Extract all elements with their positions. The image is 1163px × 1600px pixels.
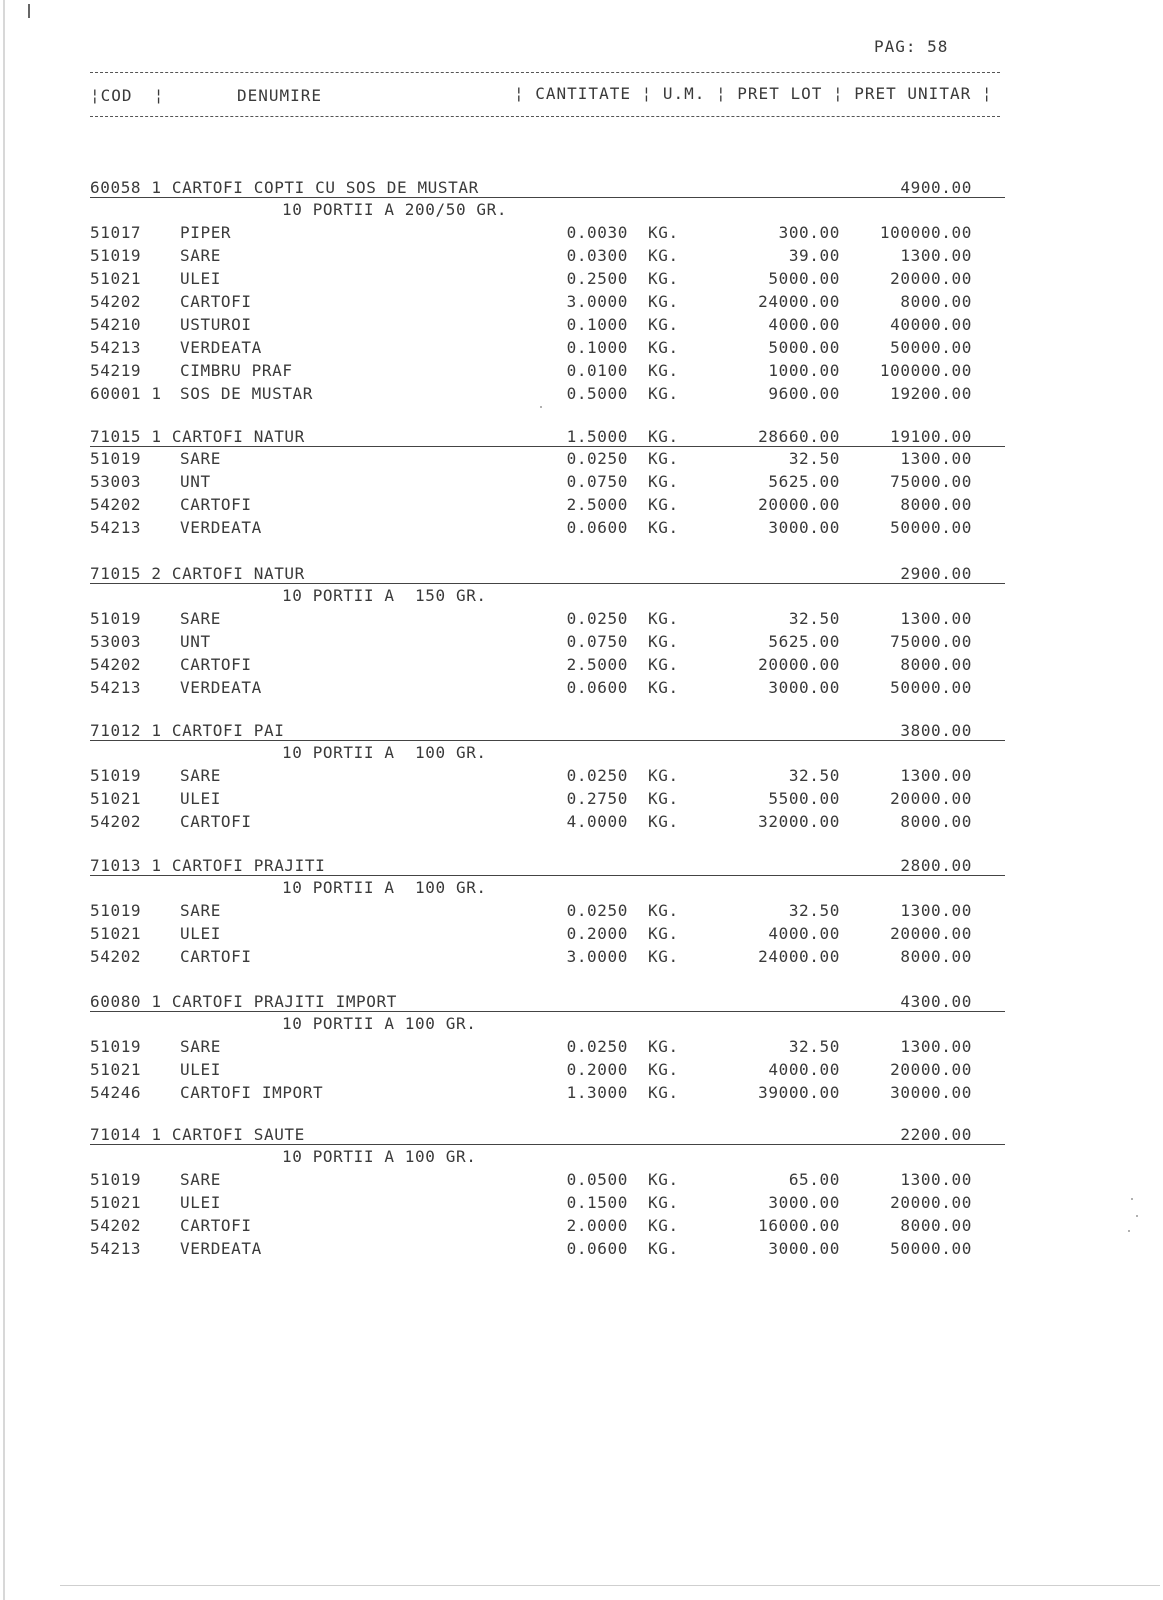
item-unit-price: 20000.00 [890, 269, 972, 288]
item-name: SOS DE MUSTAR [180, 384, 314, 403]
item-cod: 51019 [90, 766, 142, 785]
item-cod: 51019 [90, 1170, 142, 1189]
portion-line: 10 PORTII A 100 GR. [282, 1147, 477, 1166]
item-lot: 39.00 [788, 246, 840, 265]
item-name: CARTOFI [180, 947, 252, 966]
item-um: KG. [648, 812, 679, 831]
item-um: KG. [648, 518, 679, 537]
item-qty: 4.0000 [566, 812, 628, 831]
item-unit-price: 1300.00 [900, 246, 972, 265]
item-unit-price: 20000.00 [890, 1193, 972, 1212]
item-lot: 20000.00 [758, 655, 840, 674]
item-cod: 54202 [90, 495, 142, 514]
item-lot: 65.00 [788, 1170, 840, 1189]
item-cod: 54213 [90, 1239, 142, 1258]
item-name: CARTOFI [180, 655, 252, 674]
item-um: KG. [648, 338, 679, 357]
item-name: CIMBRU PRAF [180, 361, 293, 380]
item-qty: 0.0600 [566, 518, 628, 537]
item-um: KG. [648, 1083, 679, 1102]
paper-speck [540, 406, 542, 408]
item-lot: 32.50 [788, 609, 840, 628]
item-unit-price: 50000.00 [890, 338, 972, 357]
item-um: KG. [648, 384, 679, 403]
item-unit-price: 50000.00 [890, 678, 972, 697]
item-name: SARE [180, 1170, 221, 1189]
item-lot: 32.50 [788, 901, 840, 920]
item-um: KG. [648, 361, 679, 380]
item-lot: 4000.00 [768, 1060, 840, 1079]
item-lot: 5625.00 [768, 472, 840, 491]
item-qty: 0.2000 [566, 924, 628, 943]
portion-line: 10 PORTII A 100 GR. [282, 743, 487, 762]
section-title: 71014 1 CARTOFI SAUTE [90, 1125, 305, 1144]
header-denumire: DENUMIRE [237, 86, 323, 105]
item-lot: 5000.00 [768, 269, 840, 288]
item-qty: 0.0250 [566, 1037, 628, 1056]
section-title-lot: 28660.00 [758, 427, 840, 446]
portion-line: 10 PORTII A 150 GR. [282, 586, 487, 605]
section-title-price: 2900.00 [900, 564, 972, 583]
item-cod: 51021 [90, 924, 142, 943]
portion-line: 10 PORTII A 100 GR. [282, 878, 487, 897]
section-title-price: 2200.00 [900, 1125, 972, 1144]
item-lot: 24000.00 [758, 947, 840, 966]
item-name: CARTOFI [180, 812, 252, 831]
section-title-price: 19100.00 [890, 427, 972, 446]
item-name: SARE [180, 246, 221, 265]
item-um: KG. [648, 495, 679, 514]
item-lot: 4000.00 [768, 924, 840, 943]
item-unit-price: 1300.00 [900, 1170, 972, 1189]
item-lot: 32.50 [788, 449, 840, 468]
item-um: KG. [648, 1170, 679, 1189]
item-cod: 53003 [90, 472, 142, 491]
item-qty: 0.0100 [566, 361, 628, 380]
item-um: KG. [648, 947, 679, 966]
page-corner-mark [28, 4, 30, 18]
item-unit-price: 8000.00 [900, 812, 972, 831]
item-cod: 60001 1 [90, 384, 162, 403]
item-cod: 54202 [90, 1216, 142, 1235]
section-rule [90, 740, 1005, 741]
item-lot: 1000.00 [768, 361, 840, 380]
item-name: ULEI [180, 1060, 221, 1079]
item-qty: 0.1000 [566, 315, 628, 334]
item-qty: 2.5000 [566, 495, 628, 514]
item-lot: 3000.00 [768, 1193, 840, 1212]
item-qty: 2.0000 [566, 1216, 628, 1235]
item-name: SARE [180, 609, 221, 628]
section-title: 71015 1 CARTOFI NATUR [90, 427, 305, 446]
item-um: KG. [648, 472, 679, 491]
item-name: VERDEATA [180, 1239, 262, 1258]
item-cod: 53003 [90, 632, 142, 651]
item-lot: 5625.00 [768, 632, 840, 651]
item-lot: 300.00 [778, 223, 840, 242]
item-unit-price: 19200.00 [890, 384, 972, 403]
item-cod: 51019 [90, 901, 142, 920]
item-name: SARE [180, 901, 221, 920]
item-um: KG. [648, 1193, 679, 1212]
item-um: KG. [648, 678, 679, 697]
item-name: ULEI [180, 269, 221, 288]
portion-line: 10 PORTII A 100 GR. [282, 1014, 477, 1033]
item-lot: 39000.00 [758, 1083, 840, 1102]
section-title-um: KG. [648, 427, 679, 446]
item-qty: 0.0250 [566, 609, 628, 628]
section-rule [90, 446, 1005, 447]
item-unit-price: 75000.00 [890, 632, 972, 651]
item-lot: 32.50 [788, 766, 840, 785]
item-name: CARTOFI [180, 495, 252, 514]
item-cod: 51019 [90, 609, 142, 628]
item-cod: 54202 [90, 947, 142, 966]
item-um: KG. [648, 609, 679, 628]
item-lot: 9600.00 [768, 384, 840, 403]
item-cod: 54219 [90, 361, 142, 380]
item-qty: 0.0750 [566, 472, 628, 491]
item-name: UNT [180, 632, 211, 651]
item-cod: 51021 [90, 1060, 142, 1079]
item-lot: 24000.00 [758, 292, 840, 311]
item-cod: 51021 [90, 269, 142, 288]
section-title: 71012 1 CARTOFI PAI [90, 721, 285, 740]
item-um: KG. [648, 789, 679, 808]
item-cod: 51019 [90, 1037, 142, 1056]
item-lot: 4000.00 [768, 315, 840, 334]
item-name: VERDEATA [180, 678, 262, 697]
item-qty: 0.5000 [566, 384, 628, 403]
item-name: SARE [180, 449, 221, 468]
item-cod: 54246 [90, 1083, 142, 1102]
item-cod: 54202 [90, 655, 142, 674]
section-rule [90, 1011, 1005, 1012]
item-cod: 54213 [90, 338, 142, 357]
item-lot: 3000.00 [768, 1239, 840, 1258]
section-title: 71015 2 CARTOFI NATUR [90, 564, 305, 583]
item-cod: 54202 [90, 292, 142, 311]
header-cod: ¦COD ¦ [90, 86, 165, 105]
item-qty: 0.0250 [566, 766, 628, 785]
item-um: KG. [648, 246, 679, 265]
item-qty: 0.0300 [566, 246, 628, 265]
item-qty: 0.2000 [566, 1060, 628, 1079]
item-um: KG. [648, 1239, 679, 1258]
item-unit-price: 20000.00 [890, 789, 972, 808]
item-name: PIPER [180, 223, 232, 242]
item-cod: 51019 [90, 449, 142, 468]
item-name: VERDEATA [180, 338, 262, 357]
item-lot: 3000.00 [768, 518, 840, 537]
item-um: KG. [648, 449, 679, 468]
item-lot: 20000.00 [758, 495, 840, 514]
item-cod: 51019 [90, 246, 142, 265]
section-rule [90, 875, 1005, 876]
item-um: KG. [648, 1216, 679, 1235]
item-qty: 0.0030 [566, 223, 628, 242]
item-cod: 51021 [90, 789, 142, 808]
item-um: KG. [648, 292, 679, 311]
item-unit-price: 30000.00 [890, 1083, 972, 1102]
item-unit-price: 8000.00 [900, 292, 972, 311]
item-name: VERDEATA [180, 518, 262, 537]
item-name: ULEI [180, 924, 221, 943]
item-um: KG. [648, 315, 679, 334]
item-qty: 0.2500 [566, 269, 628, 288]
item-unit-price: 40000.00 [890, 315, 972, 334]
portion-line: 10 PORTII A 200/50 GR. [282, 200, 508, 219]
item-cod: 54202 [90, 812, 142, 831]
item-unit-price: 100000.00 [879, 223, 972, 242]
item-qty: 2.5000 [566, 655, 628, 674]
item-qty: 0.0250 [566, 901, 628, 920]
item-cod: 51017 [90, 223, 142, 242]
item-qty: 0.0250 [566, 449, 628, 468]
section-rule [90, 197, 1005, 198]
item-lot: 16000.00 [758, 1216, 840, 1235]
item-unit-price: 8000.00 [900, 947, 972, 966]
item-cod: 54213 [90, 678, 142, 697]
item-unit-price: 20000.00 [890, 1060, 972, 1079]
item-unit-price: 75000.00 [890, 472, 972, 491]
item-name: CARTOFI [180, 1216, 252, 1235]
item-unit-price: 8000.00 [900, 655, 972, 674]
item-um: KG. [648, 901, 679, 920]
item-um: KG. [648, 1060, 679, 1079]
item-unit-price: 1300.00 [900, 766, 972, 785]
item-unit-price: 8000.00 [900, 1216, 972, 1235]
item-um: KG. [648, 223, 679, 242]
item-unit-price: 1300.00 [900, 901, 972, 920]
item-cod: 54213 [90, 518, 142, 537]
section-title-price: 2800.00 [900, 856, 972, 875]
section-title: 60080 1 CARTOFI PRAJITI IMPORT [90, 992, 397, 1011]
item-qty: 0.0600 [566, 678, 628, 697]
item-lot: 5000.00 [768, 338, 840, 357]
item-unit-price: 50000.00 [890, 518, 972, 537]
item-cod: 51021 [90, 1193, 142, 1212]
item-qty: 0.0750 [566, 632, 628, 651]
item-um: KG. [648, 924, 679, 943]
item-name: CARTOFI IMPORT [180, 1083, 324, 1102]
section-title-price: 4300.00 [900, 992, 972, 1011]
item-name: SARE [180, 766, 221, 785]
item-name: UNT [180, 472, 211, 491]
section-rule [90, 583, 1005, 584]
item-unit-price: 1300.00 [900, 1037, 972, 1056]
item-lot: 5500.00 [768, 789, 840, 808]
section-rule [90, 1144, 1005, 1145]
page-binding-edge [3, 0, 5, 1600]
paper-speck [1136, 1215, 1138, 1217]
item-name: ULEI [180, 1193, 221, 1212]
item-qty: 1.3000 [566, 1083, 628, 1102]
item-unit-price: 1300.00 [900, 449, 972, 468]
item-lot: 3000.00 [768, 678, 840, 697]
header-top-rule [90, 72, 1000, 73]
item-name: CARTOFI [180, 292, 252, 311]
item-unit-price: 20000.00 [890, 924, 972, 943]
section-title-qty: 1.5000 [566, 427, 628, 446]
item-lot: 32000.00 [758, 812, 840, 831]
section-title: 71013 1 CARTOFI PRAJITI [90, 856, 326, 875]
item-qty: 0.2750 [566, 789, 628, 808]
paper-speck [1128, 1230, 1130, 1232]
item-um: KG. [648, 766, 679, 785]
item-unit-price: 100000.00 [879, 361, 972, 380]
item-qty: 0.0600 [566, 1239, 628, 1258]
header-columns: ¦ CANTITATE ¦ U.M. ¦ PRET LOT ¦ PRET UNITAR ¦ [514, 84, 993, 103]
section-title-price: 4900.00 [900, 178, 972, 197]
item-qty: 0.0500 [566, 1170, 628, 1189]
item-qty: 3.0000 [566, 292, 628, 311]
item-name: ULEI [180, 789, 221, 808]
item-um: KG. [648, 655, 679, 674]
item-unit-price: 8000.00 [900, 495, 972, 514]
paper-speck [1131, 1198, 1133, 1200]
item-qty: 0.1000 [566, 338, 628, 357]
item-um: KG. [648, 632, 679, 651]
item-qty: 0.1500 [566, 1193, 628, 1212]
item-um: KG. [648, 1037, 679, 1056]
item-unit-price: 50000.00 [890, 1239, 972, 1258]
header-bottom-rule [90, 116, 1000, 117]
section-title: 60058 1 CARTOFI COPTI CU SOS DE MUSTAR [90, 178, 479, 197]
section-title-price: 3800.00 [900, 721, 972, 740]
item-name: SARE [180, 1037, 221, 1056]
item-lot: 32.50 [788, 1037, 840, 1056]
page-bottom-edge [60, 1585, 1160, 1586]
item-cod: 54210 [90, 315, 142, 334]
page-number: PAG: 58 [874, 37, 949, 56]
item-name: USTUROI [180, 315, 252, 334]
item-qty: 3.0000 [566, 947, 628, 966]
item-unit-price: 1300.00 [900, 609, 972, 628]
item-um: KG. [648, 269, 679, 288]
